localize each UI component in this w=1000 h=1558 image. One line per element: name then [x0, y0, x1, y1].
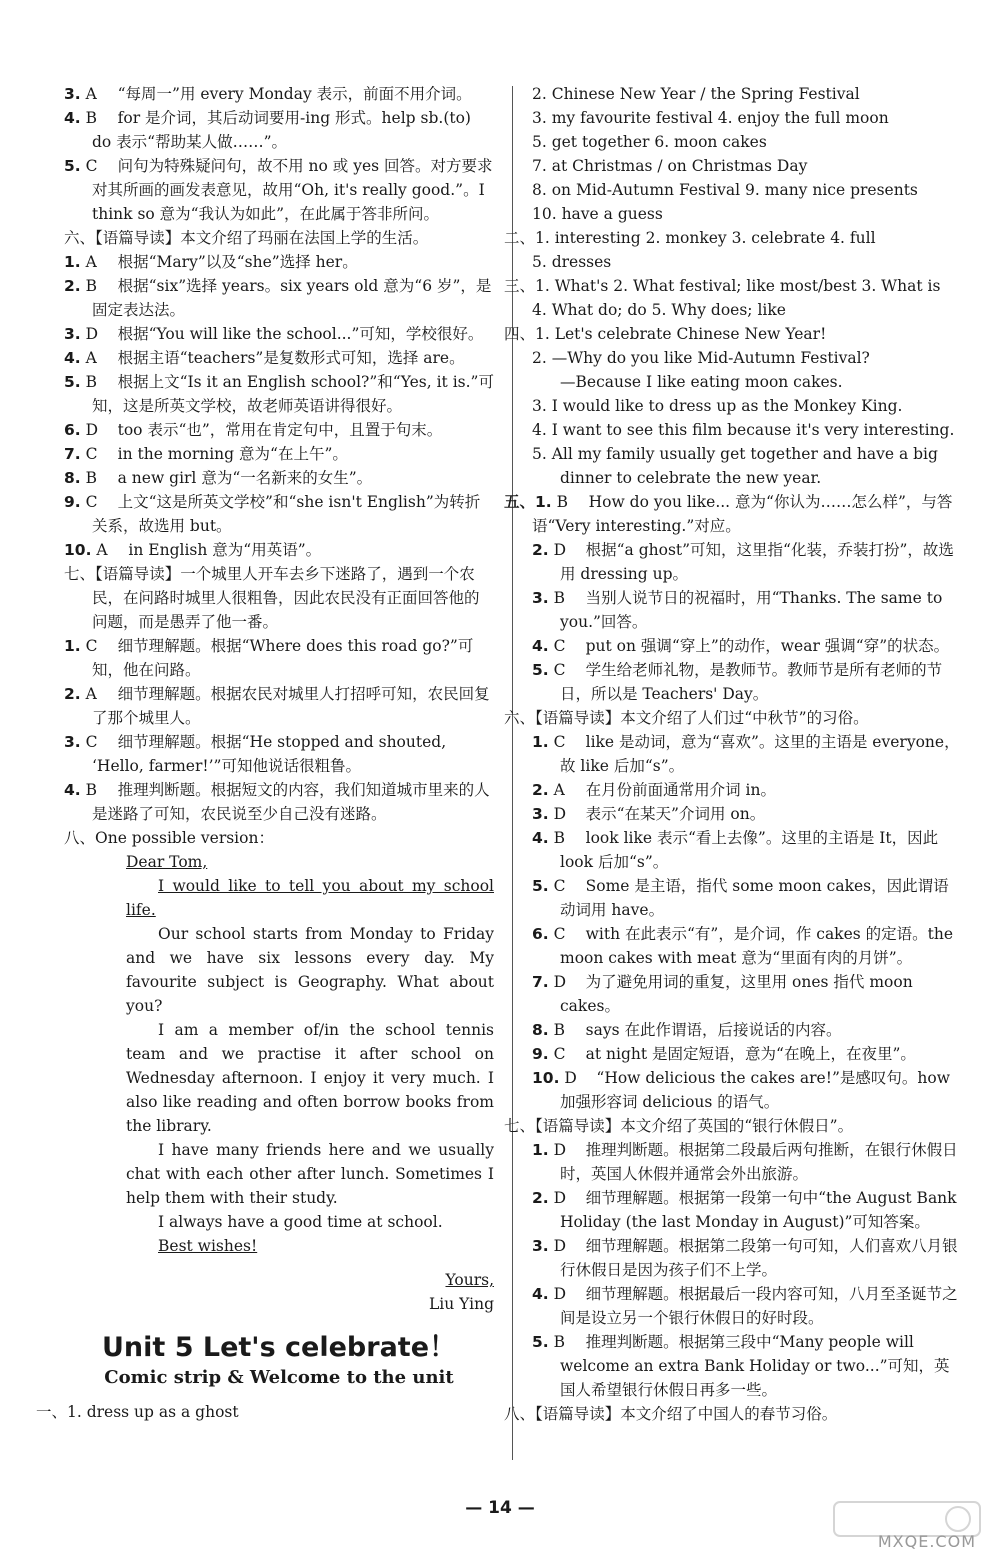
item-explanation: a new girl 意为“一名新来的女生”。 [117, 469, 373, 487]
item-number: 9. [64, 493, 81, 511]
section-4-title: 四、1. Let's celebrate Chinese New Year! [504, 325, 827, 343]
item-explanation: put on 强调“穿上”的动作，wear 强调“穿”的状态。 [585, 637, 950, 655]
answer-item [532, 874, 960, 922]
answer-item [532, 1282, 960, 1330]
item-number: 4. [532, 637, 549, 655]
answer-item [64, 274, 494, 322]
item-answer-letter: B [553, 1021, 566, 1039]
answer-line: 10. have a guess [532, 205, 663, 223]
answer-item [532, 922, 960, 970]
watermark-text: MXQE.COM [877, 1532, 976, 1551]
item-number: 2. [532, 541, 549, 559]
answer-item [64, 106, 494, 154]
item-answer-letter: B [85, 373, 98, 391]
answer-item [532, 778, 960, 802]
item-number: 6. [532, 925, 549, 943]
item-number: 5. [532, 661, 549, 679]
item-explanation: “How delicious the cakes are!”是感叹句。how 加强形容词 delicious 的语气。 [560, 1069, 950, 1111]
item-explanation: 根据“six”选择 years。six years old 意为“6 岁”，是固定表达法。 [92, 277, 492, 319]
item-answer-letter: B [553, 1333, 566, 1351]
item-answer-letter: C [553, 925, 566, 943]
item-number: 2. [64, 685, 81, 703]
answer-line: 3. I would like to dress up as the Monkey King. [532, 397, 903, 415]
unit-title: Unit 5 Let's celebrate！ [101, 1332, 457, 1363]
item-explanation: in the morning 意为“在上午”。 [117, 445, 348, 463]
item-explanation: says 在此作谓语，后接说话的内容。 [585, 1021, 842, 1039]
section-2-answers-b: 5. dresses [532, 253, 612, 271]
section-6-title: 六、【语篇导读】本文介绍了玛丽在法国上学的生活。 [64, 229, 429, 247]
item-explanation: 学生给老师礼物，是教师节。教师节是所有老师的节日，所以是 Teachers' Day。 [560, 661, 943, 703]
item-answer-letter: C [85, 493, 98, 511]
answer-item [504, 538, 960, 586]
item-answer-letter: A [85, 253, 97, 271]
letter-paragraph: I am a member of/in the school tennis team and we practise it after school on Wednesday afternoon. I enjoy it very much. I also like reading and often borrow books from the library. [126, 1021, 494, 1135]
item-explanation: 细节理解题。根据第一段第一句中“the August Bank Holiday (the last Monday in August)”可知答案。 [560, 1189, 957, 1231]
item-explanation: 细节理解题。根据“Where does this road go?”可知，他在问路。 [92, 637, 474, 679]
answer-item [504, 634, 960, 658]
answer-item [532, 802, 960, 826]
item-number: 5. [532, 877, 549, 895]
answer-item [64, 682, 494, 730]
item-number: 1. [64, 637, 81, 655]
item-explanation: 推理判断题。根据短文的内容，我们知道城市里来的人是迷路了可知，农民说至少自己没有迷路。 [92, 781, 490, 823]
item-answer-letter: C [553, 877, 566, 895]
item-explanation: 根据主语“teachers”是复数形式可知，选择 are。 [117, 349, 465, 367]
item-answer-letter: D [553, 1141, 567, 1159]
item-number: 1. [64, 253, 81, 271]
letter-paragraph: I have many friends here and we usually chat with each other after lunch. Sometimes I help them with their study. [126, 1141, 494, 1207]
item-number: 2. [532, 1189, 549, 1207]
letter-sign-name: Liu Ying [429, 1295, 494, 1313]
answer-item [504, 490, 960, 538]
item-explanation: 根据“Mary”以及“she”选择 her。 [117, 253, 358, 271]
answer-item [64, 730, 494, 778]
item-answer-letter: D [553, 541, 567, 559]
item-explanation: in English 意为“用英语”。 [128, 541, 322, 559]
letter-opening: I would like to tell you about my school life. [126, 877, 494, 919]
item-number: 4. [532, 1285, 549, 1303]
item-number: 4. [64, 349, 81, 367]
item-answer-letter: C [85, 637, 98, 655]
item-number: 3. [64, 85, 81, 103]
answer-item [532, 1138, 960, 1186]
right-column [504, 82, 960, 1426]
answer-item [532, 1042, 960, 1066]
item-explanation: 为了避免用词的重复，这里用 ones 指代 moon cakes。 [560, 973, 913, 1015]
answer-line: 5. get together 6. moon cakes [532, 133, 767, 151]
item-number: 1. [532, 1141, 549, 1159]
answer-line: 7. at Christmas / on Christmas Day [532, 157, 808, 175]
item-explanation: 根据“You will like the school...”可知，学校很好。 [117, 325, 484, 343]
item-explanation: 根据上文“Is it an English school?”和“Yes, it is.”可知，这是所英文学校，故老师英语讲得很好。 [92, 373, 494, 415]
item-answer-letter: A [85, 85, 97, 103]
answer-line: 4. I want to see this film because it's very interesting. [532, 421, 955, 439]
answer-line: —Because I like eating moon cakes. [560, 373, 843, 391]
item-explanation: 根据“a ghost”可知，这里指“化装，乔装打扮”，故选用 dressing up。 [560, 541, 954, 583]
answer-line: 2. —Why do you like Mid-Autumn Festival? [532, 349, 870, 367]
answer-item [64, 442, 494, 466]
item-number: 8. [64, 469, 81, 487]
item-answer-letter: B [85, 469, 98, 487]
answer-item [532, 730, 960, 778]
answer-item [504, 586, 960, 634]
item-number: 3. [64, 325, 81, 343]
left-column [36, 82, 494, 1424]
item-answer-letter: B [553, 829, 566, 847]
item-explanation: 上文“这是所英文学校”和“she isn't English”为转折关系，故选用 but。 [92, 493, 481, 535]
unit-subtitle: Comic strip & Welcome to the unit [104, 1367, 454, 1388]
item-answer-letter: D [553, 973, 567, 991]
answer-item [64, 82, 494, 106]
item-explanation: 在月份前面通常用介词 in。 [585, 781, 776, 799]
item-number: 4. [64, 109, 81, 127]
item-number: 2. [532, 781, 549, 799]
answer-item [532, 970, 960, 1018]
item-explanation: 细节理解题。根据农民对城里人打招呼可知，农民回复了那个城里人。 [92, 685, 490, 727]
letter-paragraph: Our school starts from Monday to Friday and we have six lessons every day. My favourite subject is Geography. What about you? [126, 925, 494, 1015]
item-number: 5. [532, 1333, 549, 1351]
answer-line: 2. Chinese New Year / the Spring Festival [532, 85, 860, 103]
item-answer-letter: B [556, 493, 569, 511]
item-answer-letter: D [553, 1189, 567, 1207]
item-answer-letter: A [85, 349, 97, 367]
item-number: 2. [64, 277, 81, 295]
item-answer-letter: A [553, 781, 565, 799]
section-8-title-right: 八、【语篇导读】本文介绍了中国人的春节习俗。 [504, 1405, 838, 1423]
item-number: 3. [64, 733, 81, 751]
section-7-title-right: 七、【语篇导读】本文介绍了英国的“银行休假日”。 [504, 1117, 854, 1135]
item-explanation: “每周一”用 every Monday 表示，前面不用介词。 [117, 85, 472, 103]
item-answer-letter: D [553, 1237, 567, 1255]
item-answer-letter: C [553, 1045, 566, 1063]
item-number: 3. [532, 1237, 549, 1255]
page-number: — 14 — [465, 1498, 535, 1518]
section-1-first-answer: 一、1. dress up as a ghost [36, 1403, 239, 1421]
section-3-answers: 三、1. What's 2. What festival; like most/best 3. What is 4. What do; do 5. Why does; like [504, 277, 941, 319]
answer-item [64, 490, 494, 538]
item-explanation: too 表示“也”，常用在肯定句中，且置于句末。 [117, 421, 443, 439]
item-number: 五、1. [504, 493, 552, 511]
item-number: 8. [532, 1021, 549, 1039]
item-answer-letter: D [553, 805, 567, 823]
item-explanation: look like 表示“看上去像”。这里的主语是 It，因此 look 后加“s”。 [560, 829, 939, 871]
item-answer-letter: C [85, 733, 98, 751]
item-answer-letter: B [85, 109, 98, 127]
item-explanation: 细节理解题。根据第二段第一句可知，人们喜欢八月银行休假日是因为孩子们不上学。 [560, 1237, 958, 1279]
answer-line: 5. All my family usually get together and have a big dinner to celebrate the new year. [532, 445, 938, 487]
answer-item [532, 1330, 960, 1402]
answer-item [504, 658, 960, 706]
item-explanation: How do you like... 意为“你认为……怎么样”，与答语“Very interesting.”对应。 [532, 493, 953, 535]
item-explanation: Some 是主语，指代 some moon cakes，因此谓语动词用 have。 [560, 877, 949, 919]
item-number: 10. [64, 541, 92, 559]
sample-letter [64, 850, 494, 1316]
answer-item [64, 778, 494, 826]
answer-item [64, 538, 494, 562]
item-number: 5. [64, 373, 81, 391]
answer-item [532, 1234, 960, 1282]
section-6-title-right: 六、【语篇导读】本文介绍了人们过“中秋节”的习俗。 [504, 709, 869, 727]
item-answer-letter: B [85, 277, 98, 295]
item-explanation: 表示“在某天”介词用 on。 [585, 805, 766, 823]
item-number: 7. [532, 973, 549, 991]
item-number: 4. [532, 829, 549, 847]
item-number: 9. [532, 1045, 549, 1063]
answer-item [64, 634, 494, 682]
item-explanation: like 是动词，意为“喜欢”。这里的主语是 everyone，故 like 后加“s”。 [560, 733, 960, 775]
answer-item [532, 1066, 960, 1114]
item-explanation: 细节理解题。根据“He stopped and shouted, ‘Hello, farmer!’”可知他说话很粗鲁。 [92, 733, 447, 775]
answer-item [64, 370, 494, 418]
answer-item [64, 346, 494, 370]
item-answer-letter: D [564, 1069, 577, 1087]
item-number: 6. [64, 421, 81, 439]
item-answer-letter: D [553, 1285, 567, 1303]
answer-item [64, 466, 494, 490]
answer-item [64, 418, 494, 442]
section-8-title: 八、One possible version： [64, 829, 274, 847]
item-explanation: 细节理解题。根据最后一段内容可知，八月至圣诞节之间是设立另一个银行休假日的好时段。 [560, 1285, 958, 1327]
letter-sign-yours: Yours, [445, 1271, 494, 1289]
item-answer-letter: B [553, 589, 566, 607]
answer-item [532, 1018, 960, 1042]
answer-item [64, 154, 494, 226]
answer-item [64, 250, 494, 274]
item-explanation: 当别人说节日的祝福时，用“Thanks. The same to you.”回答。 [560, 589, 943, 631]
letter-greeting: Dear Tom, [126, 853, 208, 871]
item-explanation: 推理判断题。根据第二段最后两句推断，在银行休假日时，英国人休假并通常会外出旅游。 [560, 1141, 958, 1183]
item-explanation: with 在此表示“有”，是介词，作 cakes 的定语。the moon cakes with meat 意为“里面有肉的月饼”。 [560, 925, 954, 967]
item-answer-letter: B [85, 781, 98, 799]
item-answer-letter: A [96, 541, 108, 559]
item-explanation: at night 是固定短语，意为“在晚上，在夜里”。 [585, 1045, 916, 1063]
item-number: 10. [532, 1069, 560, 1087]
answer-item [532, 826, 960, 874]
item-number: 5. [64, 157, 81, 175]
item-number: 4. [64, 781, 81, 799]
section-2-answers: 二、1. interesting 2. monkey 3. celebrate 4. full [504, 229, 876, 247]
item-explanation: 问句为特殊疑问句，故不用 no 或 yes 回答。对方要求对其所画的画发表意见，故用“Oh, it's really good.”。I think so 意为“我认为如此”，在此属于答非所问。 [92, 157, 493, 223]
item-explanation: for 是介词，其后动词要用-ing 形式。help sb.(to) do 表示“帮助某人做……”。 [92, 109, 471, 151]
item-answer-letter: D [85, 325, 99, 343]
item-answer-letter: C [553, 661, 566, 679]
item-answer-letter: C [85, 445, 98, 463]
item-number: 3. [532, 805, 549, 823]
letter-closing: Best wishes! [158, 1237, 258, 1255]
item-answer-letter: A [85, 685, 97, 703]
item-explanation: 推理判断题。根据第三段中“Many people will welcome an extra Bank Holiday or two...”可知，英国人希望银行休假日再多一些。 [560, 1333, 950, 1399]
item-answer-letter: D [85, 421, 99, 439]
item-number: 1. [532, 733, 549, 751]
item-answer-letter: C [553, 637, 566, 655]
item-answer-letter: C [553, 733, 566, 751]
answer-line: 8. on Mid-Autumn Festival 9. many nice presents [532, 181, 918, 199]
answer-item [532, 1186, 960, 1234]
answer-line: 3. my favourite festival 4. enjoy the full moon [532, 109, 889, 127]
item-answer-letter: C [85, 157, 98, 175]
item-number: 7. [64, 445, 81, 463]
item-number: 3. [532, 589, 549, 607]
letter-paragraph: I always have a good time at school. [158, 1213, 443, 1231]
section-7-title: 七、【语篇导读】一个城里人开车去乡下迷路了，遇到一个农民，在问路时城里人很粗鲁，因此农民没有正面回答他的问题，而是愚弄了他一番。 [64, 565, 480, 631]
answer-item [64, 322, 494, 346]
